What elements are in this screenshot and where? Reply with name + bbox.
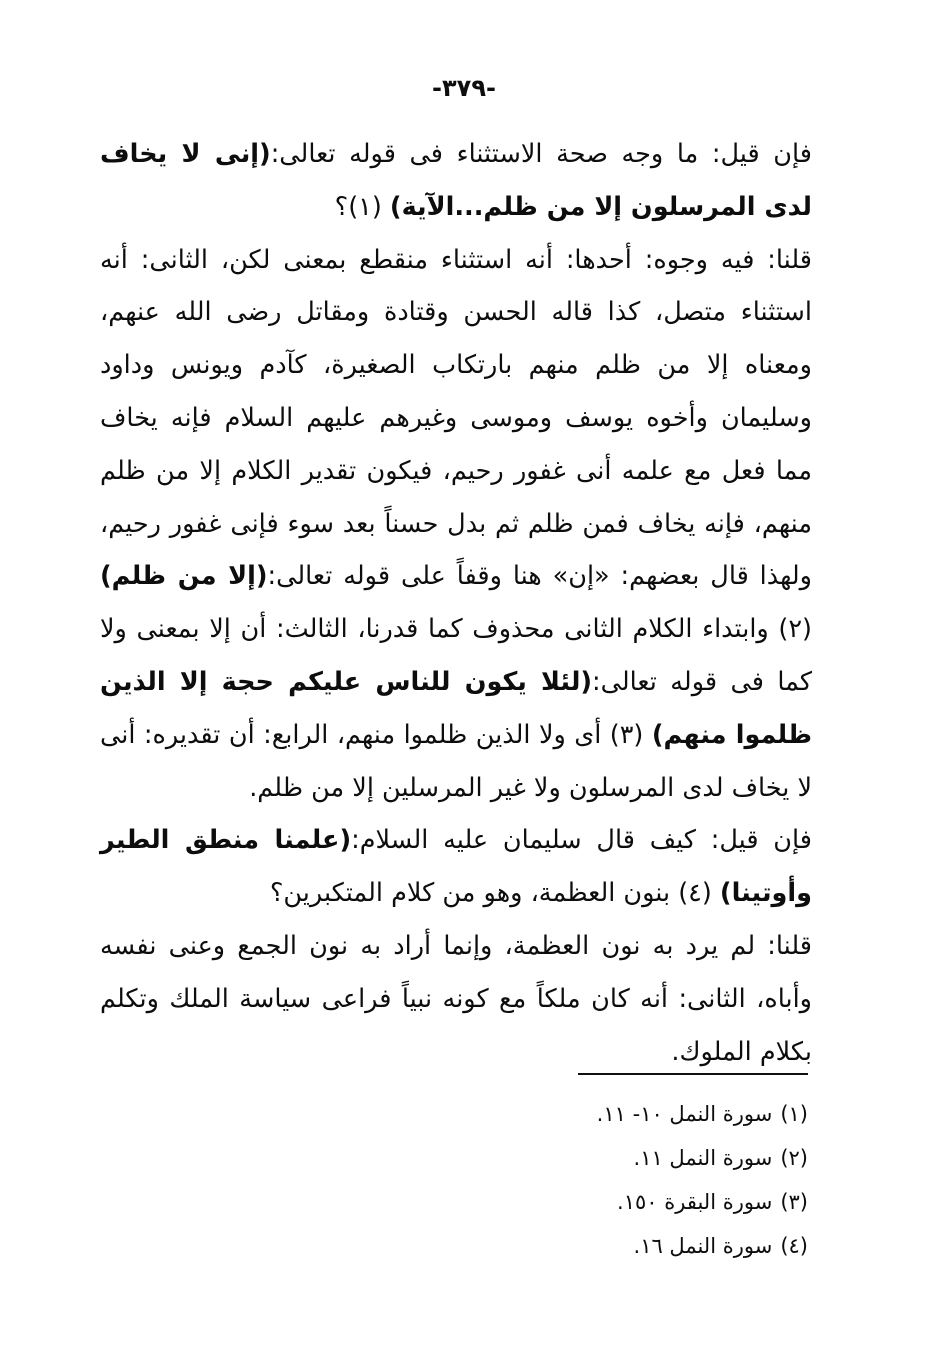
answer-paragraph-1: [100, 234, 812, 815]
footnote-divider: [578, 1073, 808, 1075]
footnote-item: [400, 1224, 808, 1268]
footnote-item: [400, 1092, 808, 1136]
footnote-item: [400, 1180, 808, 1224]
question-paragraph-2: [100, 814, 812, 920]
answer-text: قلنا: فيه وجوه: أحدها: أنه استثناء منقطع بمعنى لكن، الثانى: أنه استثناء متصل، كذا قاله الحسن وقتادة ومقاتل رضى الله عنهم، ومعناه إلا من ظلم منهم بارتكاب الصغيرة، كآدم ويونس وداود وسليمان وأخوه يوسف وموسى وغيرهم عليهم السلام فإنه يخاف مما فعل مع علمه أنى غفور رحيم، فيكون تقدير الكلام إلا من ظلم منهم، فإنه يخاف فمن ظلم ثم بدل حسناً بعد سوء فإنى غفور رحيم، ولهذا قال بعضهم: «إن» هنا وقفاً على قوله تعالى:: [100, 244, 812, 592]
quran-quote: (علمنا منطق الطير وأوتينا): [100, 825, 812, 909]
question-paragraph-1: [100, 128, 812, 234]
page-number: -٣٧٩-: [432, 74, 496, 102]
footnote-mark: (٣): [780, 1190, 808, 1214]
footnote-item: [400, 1136, 808, 1180]
main-text: [100, 128, 812, 1078]
footnote-mark: (٤): [780, 1234, 808, 1258]
question-lead: فإن قيل: ما وجه صحة الاستثناء فى قوله تعالى:: [270, 139, 812, 169]
quran-quote: (إنى لا يخاف لدى المرسلون إلا من ظلم...الآية): [100, 139, 812, 222]
footnote-mark: (١): [780, 1102, 808, 1126]
answer-text: قلنا: لم يرد به نون العظمة، وإنما أراد به نون الجمع وعنى نفسه وأباه، الثانى: أنه كان ملكاً مع كونه نبياً فراعى سياسة الملك وتكلم بكلام الملوك.: [100, 930, 812, 1067]
footnote-text: سورة النمل ١٠- ١١.: [596, 1102, 773, 1126]
footnote-text: سورة البقرة ١٥٠.: [617, 1190, 773, 1214]
question-tail: (٤) بنون العظمة، وهو من كلام المتكبرين؟: [269, 878, 712, 909]
footnote-text: سورة النمل ١٦.: [633, 1234, 773, 1258]
answer-text: (٣) أى ولا الذين ظلموا منهم، الرابع: أن تقديره: أنى لا يخاف لدى المرسلون ولا غير المرسلين إلا من ظلم.: [100, 719, 812, 803]
question-lead: فإن قيل: كيف قال سليمان عليه السلام:: [351, 825, 812, 856]
answer-paragraph-2: [100, 920, 812, 1078]
footnotes-list: [400, 1092, 808, 1268]
footnote-text: سورة النمل ١١.: [633, 1146, 773, 1170]
answer-text: (٢) وابتداء الكلام الثانى محذوف كما قدرنا، الثالث: أن إلا بمعنى ولا كما فى قوله تعالى:: [100, 614, 812, 697]
quran-quote: (إلا من ظلم): [100, 561, 268, 592]
quran-quote: (لئلا يكون للناس عليكم حجة إلا الذين ظلموا منهم): [100, 666, 812, 750]
footnote-mark: (٢): [780, 1146, 808, 1170]
footnote-ref: (١)؟: [334, 191, 382, 222]
